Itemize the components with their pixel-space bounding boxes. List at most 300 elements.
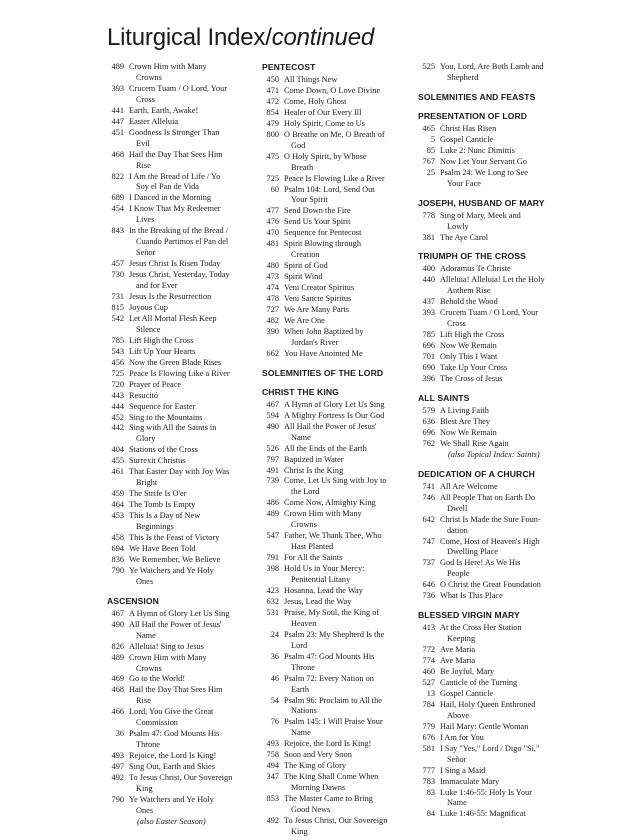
section-note: (also Topical Index: Saints) (448, 449, 540, 459)
hymn-title (129, 620, 262, 642)
hymn-title-line: To Jesus Christ, Our Sovereign (284, 816, 388, 825)
hymn-entry (418, 482, 588, 493)
hymn-title (129, 128, 262, 150)
hymn-title (440, 722, 588, 733)
hymn-number: 450 (266, 75, 279, 84)
hymn-number: 455 (111, 456, 124, 466)
hymn-entry (262, 97, 417, 108)
hymn-number: 785 (422, 330, 435, 340)
hymn-title (284, 239, 417, 261)
hymn-title-continuation: Beginnings (136, 522, 174, 532)
hymn-entry (418, 124, 588, 135)
hymn-title-line: We Are One (284, 315, 325, 325)
hymn-number: 36 (270, 651, 279, 661)
hymn-number: 725 (266, 173, 279, 183)
hymn-title-line: Only This I Want (440, 352, 498, 362)
hymn-title (129, 292, 262, 303)
hymn-title (284, 531, 417, 553)
hymn-title (440, 168, 588, 190)
hymn-title (284, 652, 417, 674)
hymn-entry (107, 544, 262, 555)
hymn-title (129, 642, 262, 653)
hymn-number: 461 (111, 467, 124, 477)
hymn-title (440, 374, 588, 385)
hymn-title (284, 444, 417, 455)
hymn-number: 736 (422, 591, 435, 601)
hymn-number: 13 (426, 688, 435, 698)
hymn-entry (418, 744, 588, 766)
hymn-title (440, 515, 588, 537)
hymn-title (129, 674, 262, 685)
hymn-number: 784 (422, 699, 435, 709)
hymn-number: 689 (111, 193, 124, 203)
hymn-number: 482 (266, 315, 279, 325)
hymn-number: 381 (422, 232, 435, 242)
hymn-title-continuation: Creation (291, 250, 320, 260)
hymn-entry (107, 128, 262, 150)
hymn-entry (262, 174, 417, 185)
hymn-title (440, 330, 588, 341)
hymn-title-continuation: King (136, 784, 153, 793)
hymn-entry (107, 555, 262, 566)
hymn-title (284, 272, 417, 283)
hymn-title (129, 609, 262, 620)
hymn-entry (418, 352, 588, 363)
hymn-title-continuation: Jordan's River (291, 337, 339, 347)
hymn-title (129, 303, 262, 314)
hymn-entry (418, 777, 588, 788)
hymn-title (440, 623, 588, 645)
hymn-title (284, 674, 417, 696)
hymn-title-line: I Am for You (440, 732, 484, 742)
hymn-number: 469 (111, 674, 124, 684)
hymn-title-line: Gospel Canticle (440, 134, 494, 144)
hymn-number: 800 (266, 129, 279, 139)
hymn-title-line: I Know That My Redeemer (129, 204, 221, 214)
hymn-number: 490 (111, 619, 124, 629)
hymn-entry (418, 558, 588, 580)
hymn-number: 477 (266, 206, 279, 216)
hymn-entry (107, 402, 262, 413)
hymn-entry (262, 608, 417, 630)
hymn-title-line: For All the Saints (284, 553, 343, 563)
page-title (107, 24, 374, 52)
section-heading: SOLEMNITIES OF THE LORD (262, 367, 384, 378)
hymn-number: 579 (422, 405, 435, 415)
hymn-entry (418, 146, 588, 157)
hymn-entry (262, 794, 417, 816)
section-heading: CHRIST THE KING (262, 386, 339, 397)
hymn-entry (418, 678, 588, 689)
hymn-title (284, 97, 417, 108)
hymn-title (440, 406, 588, 417)
hymn-number: 662 (266, 348, 279, 358)
section-heading: BLESSED VIRGIN MARY (418, 610, 520, 621)
hymn-title (129, 150, 262, 172)
hymn-title-line: That Easter Day with Joy Was (129, 467, 230, 477)
hymn-title-line: Hail Mary: Gentle Woman (440, 721, 529, 731)
hymn-title-line: Come Now, Almighty King (284, 498, 376, 508)
hymn-number: 779 (422, 721, 435, 731)
hymn-entry (107, 62, 262, 84)
hymn-title-continuation: Dwell (447, 503, 468, 513)
hymn-title-line: Send Us Your Spirit (284, 217, 351, 227)
hymn-entry (107, 620, 262, 642)
hymn-title-line: We Are Many Parts (284, 305, 350, 315)
hymn-number: 467 (266, 399, 279, 409)
hymn-entry (107, 533, 262, 544)
hymn-number: 491 (266, 465, 279, 475)
hymn-title-line: Healer of Our Every Ill (284, 107, 362, 117)
hymn-number: 646 (422, 580, 435, 590)
hymn-number: 468 (111, 685, 124, 695)
hymn-title-line: Ave Maria (440, 656, 476, 666)
hymn-title-line: Lift High the Cross (129, 335, 194, 345)
hymn-entry (262, 283, 417, 294)
hymn-title-line: Sing Out, Earth and Skies (129, 762, 215, 772)
hymn-title-line: Christ Is Made the Sure Foun- (440, 514, 541, 524)
hymn-title (440, 591, 588, 602)
hymn-title-line: Rejoice, the Lord Is King! (129, 751, 217, 761)
hymn-title-line: Psalm 47: God Mounts His (284, 651, 375, 661)
hymn-number: 475 (266, 151, 279, 161)
hymn-title-continuation: Keeping (447, 634, 476, 644)
hymn-title-line: Come, Holy Ghost (284, 96, 347, 106)
hymn-title-line: Praise, My Soul, the King of (284, 607, 380, 617)
hymn-title-line: Immaculate Mary (440, 776, 500, 786)
hymn-title-line: At the Cross Her Station (440, 623, 522, 633)
hymn-entry (107, 292, 262, 303)
hymn-title-line: The Aye Carol (440, 232, 489, 242)
hymn-title-continuation: Shepherd (447, 72, 479, 82)
hymn-entry (107, 729, 262, 751)
hymn-number: 785 (111, 335, 124, 345)
hymn-title-line: Ye Watchers and Ye Holy (129, 794, 214, 804)
hymn-title-continuation: Rise (136, 160, 151, 170)
hymn-number: 390 (266, 326, 279, 336)
hymn-number: 25 (426, 167, 435, 177)
hymn-entry (262, 652, 417, 674)
hymn-number: 451 (111, 127, 124, 137)
hymn-title (284, 119, 417, 130)
hymn-title-line: Now We Remain (440, 427, 497, 437)
hymn-number: 460 (422, 667, 435, 677)
hymn-title (440, 124, 588, 135)
hymn-entry (418, 591, 588, 602)
hymn-entry (107, 193, 262, 204)
hymn-entry (418, 264, 588, 275)
hymn-title-continuation: dation (447, 525, 468, 535)
hymn-number: 547 (266, 531, 279, 541)
hymn-entry (107, 489, 262, 500)
hymn-number: 413 (422, 623, 435, 633)
hymn-entry (107, 445, 262, 456)
hymn-title (284, 750, 417, 761)
hymn-number: 466 (111, 707, 124, 717)
hymn-number: 525 (422, 62, 435, 71)
hymn-entry (262, 553, 417, 564)
hymn-entry (418, 135, 588, 146)
hymn-number: 853 (266, 794, 279, 804)
page-title-main: Liturgical Index/ (107, 24, 272, 51)
hymn-title (129, 729, 262, 751)
hymn-entry (262, 152, 417, 174)
section-heading: JOSEPH, HUSBAND OF MARY (418, 197, 545, 208)
hymn-title (440, 733, 588, 744)
hymn-entry (262, 316, 417, 327)
hymn-entry (418, 308, 588, 330)
hymn-entry (418, 766, 588, 777)
hymn-title (284, 108, 417, 119)
hymn-title-line: Hail the Day That Sees Him (129, 685, 223, 695)
hymn-title (440, 580, 588, 591)
hymn-title (440, 297, 588, 308)
hymn-title-line: Soon and Very Soon (284, 750, 352, 760)
hymn-entry (107, 226, 262, 259)
page-title-continued: continued (271, 24, 374, 51)
hymn-title-line: We Remember, We Believe (129, 554, 221, 564)
hymn-number: 396 (422, 374, 435, 384)
hymn-title (284, 261, 417, 272)
hymn-number: 493 (266, 739, 279, 749)
hymn-entry (418, 645, 588, 656)
hymn-title-line: The Strife Is O'er (129, 489, 187, 499)
hymn-title (440, 439, 588, 450)
hymn-title-continuation: Señor (447, 754, 467, 764)
hymn-title (129, 751, 262, 762)
hymn-number: 737 (422, 558, 435, 568)
hymn-number: 5 (430, 134, 435, 144)
hymn-entry (107, 358, 262, 369)
hymn-number: 772 (422, 645, 435, 655)
hymn-title-line: Hail the Day That Sees Him (129, 149, 223, 159)
hymn-number: 400 (422, 264, 435, 274)
hymn-title (284, 86, 417, 97)
hymn-entry (262, 717, 417, 739)
hymn-number: 494 (266, 761, 279, 771)
hymn-title (440, 308, 588, 330)
hymn-entry (262, 531, 417, 553)
hymn-number: 739 (266, 476, 279, 486)
hymn-title-continuation: and for Ever (136, 281, 178, 291)
hymn-number: 843 (111, 226, 124, 236)
hymn-number: 725 (111, 368, 124, 378)
hymn-entry (262, 239, 417, 261)
hymn-title (284, 761, 417, 772)
hymn-title-line: Spirit of God (284, 261, 328, 271)
hymn-title (129, 193, 262, 204)
hymn-number: 458 (111, 532, 124, 542)
hymn-title-line: Baptized in Water (284, 454, 344, 464)
hymn-title-line: Go to the World! (129, 674, 186, 684)
hymn-title (440, 264, 588, 275)
hymn-title-line: I Danced in the Morning (129, 193, 212, 203)
hymn-title (129, 391, 262, 402)
hymn-number: 746 (422, 492, 435, 502)
hymn-title-line: O Holy Spirit, by Whose (284, 151, 367, 161)
hymn-entry (262, 261, 417, 272)
hymn-title-continuation: Crowns (136, 72, 162, 82)
hymn-title (129, 347, 262, 358)
hymn-number: 791 (266, 553, 279, 563)
hymn-title-line: Lift High the Cross (440, 330, 505, 340)
hymn-title (440, 558, 588, 580)
hymn-number: 854 (266, 107, 279, 117)
hymn-title-line: Sing of Mary, Meek and (440, 210, 521, 220)
hymn-number: 642 (422, 514, 435, 524)
hymn-entry (107, 303, 262, 314)
hymn-number: 594 (266, 410, 279, 420)
hymn-entry (418, 689, 588, 700)
hymn-number: 479 (266, 118, 279, 128)
hymn-title (440, 493, 588, 515)
hymn-title-line: Alleluia! Sing to Jesus (129, 641, 204, 651)
hymn-title-line: The Cross of Jesus (440, 374, 503, 384)
hymn-number: 527 (422, 677, 435, 687)
hymn-title-line: Psalm 23: My Shepherd Is the (284, 629, 385, 639)
hymn-title-line: Let All Mortal Flesh Keep (129, 313, 217, 323)
hymn-entry (262, 455, 417, 466)
hymn-title (440, 352, 588, 363)
hymn-title-continuation: Silence (136, 324, 161, 334)
hymn-entry (107, 314, 262, 336)
hymn-title-continuation: Señor (136, 248, 156, 258)
hymn-title-line: Luke 1:46-55: Magnificat (440, 809, 526, 819)
hymn-title-continuation: Breath (291, 162, 314, 172)
hymn-title (284, 75, 417, 86)
hymn-title-continuation: Morning Dawns (291, 783, 346, 793)
index-column-2 (262, 62, 417, 840)
hymn-entry (418, 211, 588, 233)
hymn-entry (262, 674, 417, 696)
hymn-entry (262, 498, 417, 509)
hymn-title-continuation: Cross (447, 319, 466, 329)
hymn-title-line: Joyous Cup (129, 302, 168, 312)
hymn-title-line: Sing with All the Saints in (129, 423, 217, 433)
hymn-title (440, 157, 588, 168)
hymn-title (284, 130, 417, 152)
hymn-entry (107, 773, 262, 795)
hymn-title-continuation: Bright (136, 478, 158, 488)
hymn-entry (107, 423, 262, 445)
hymn-title (284, 327, 417, 349)
hymn-title-line: Christ Is the King (284, 465, 344, 475)
hymn-title-line: Gospel Canticle (440, 688, 494, 698)
hymn-entry (262, 466, 417, 477)
hymn-number: 774 (422, 656, 435, 666)
hymn-title-line: What Is This Place (440, 591, 503, 601)
hymn-entry (418, 363, 588, 374)
index-section (262, 368, 417, 379)
hymn-title (129, 500, 262, 511)
hymn-title-line: Psalm 72: Every Nation on (284, 673, 374, 683)
hymn-number: 447 (111, 116, 124, 126)
index-section (107, 62, 262, 588)
hymn-entry (262, 327, 417, 349)
hymn-title-line: Sing to the Mountains (129, 412, 203, 422)
hymn-title-line: Jesus Christ Is Risen Today (129, 259, 221, 269)
hymn-entry (262, 739, 417, 750)
hymn-title (129, 204, 262, 226)
hymn-title (284, 283, 417, 294)
hymn-title-continuation: Throne (136, 740, 160, 750)
hymn-entry (418, 656, 588, 667)
hymn-number: 465 (422, 123, 435, 133)
hymn-number: 404 (111, 445, 124, 455)
index-section (418, 198, 588, 244)
hymn-number: 797 (266, 454, 279, 464)
hymn-number: 778 (422, 210, 435, 220)
hymn-title (440, 645, 588, 656)
hymn-number: 456 (111, 357, 124, 367)
hymn-number: 423 (266, 585, 279, 595)
hymn-number: 783 (422, 776, 435, 786)
index-section (418, 92, 588, 103)
hymn-title-line: To Jesus Christ, Our Sovereign (129, 773, 233, 783)
hymn-title-line: Now We Remain (440, 341, 497, 351)
hymn-entry (262, 509, 417, 531)
hymn-title (129, 795, 262, 817)
hymn-title-line: Crown Him with Many (284, 509, 362, 519)
hymn-title (284, 608, 417, 630)
hymn-title-line: Now Let Your Servant Go (440, 156, 527, 166)
hymn-title (284, 217, 417, 228)
hymn-entry (107, 106, 262, 117)
hymn-title-line: A Living Faith (440, 405, 489, 415)
hymn-number: 347 (266, 772, 279, 782)
hymn-number: 790 (111, 794, 124, 804)
hymn-title-continuation: Earth (291, 684, 309, 694)
hymn-number: 441 (111, 105, 124, 115)
hymn-entry (418, 515, 588, 537)
hymn-entry (107, 380, 262, 391)
hymn-entry (418, 341, 588, 352)
hymn-number: 636 (422, 416, 435, 426)
hymn-number: 694 (111, 543, 124, 553)
hymn-number: 492 (111, 773, 124, 783)
hymn-entry (107, 795, 262, 817)
index-section (107, 596, 262, 828)
hymn-title-continuation: Hast Planted (291, 542, 334, 552)
hymn-title (284, 597, 417, 608)
hymn-title (129, 117, 262, 128)
hymn-title-line: All Things New (284, 75, 338, 84)
hymn-number: 676 (422, 732, 435, 742)
hymn-entry (107, 511, 262, 533)
hymn-number: 826 (111, 641, 124, 651)
hymn-number: 790 (111, 565, 124, 575)
hymn-title (440, 233, 588, 244)
hymn-title (284, 772, 417, 794)
hymn-title-line: All the Ends of the Earth (284, 443, 367, 453)
hymn-title (284, 228, 417, 239)
hymn-entry (418, 580, 588, 591)
hymn-entry (107, 707, 262, 729)
hymn-title-line: Come, Host of Heaven's High (440, 536, 540, 546)
hymn-number: 632 (266, 596, 279, 606)
hymn-number: 398 (266, 564, 279, 574)
hymn-title (129, 489, 262, 500)
hymn-title-line: All Hail the Power of Jesus' (284, 421, 377, 431)
hymn-number: 542 (111, 313, 124, 323)
hymn-entry (262, 217, 417, 228)
hymn-title-line: Easter Alleluia (129, 116, 179, 126)
section-heading: ALL SAINTS (418, 392, 470, 403)
hymn-entry (262, 294, 417, 305)
hymn-entry (262, 476, 417, 498)
hymn-entry (262, 119, 417, 130)
hymn-title-line: Father, We Thank Thee, Who (284, 531, 382, 541)
